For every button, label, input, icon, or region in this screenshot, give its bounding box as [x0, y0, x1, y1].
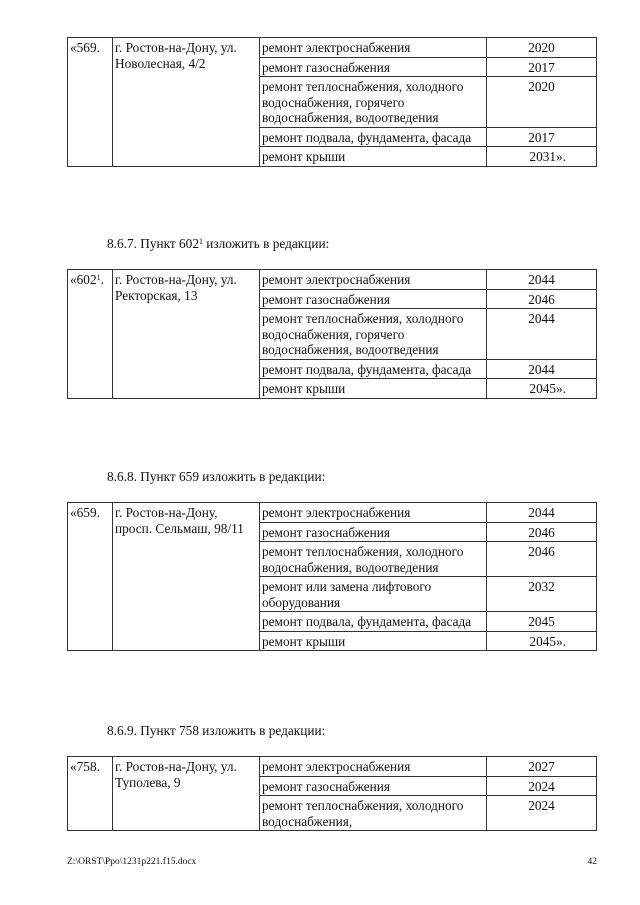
work-type: ремонт электроснабжения — [260, 270, 487, 290]
work-year: 2027 — [487, 757, 597, 777]
item-number: «758. — [68, 757, 113, 831]
work-type: ремонт подвала, фундамента, фасада — [260, 127, 487, 147]
item-address: г. Ростов-на-Дону, ул. Новолесная, 4/2 — [113, 38, 260, 167]
work-year: 2044 — [487, 270, 597, 290]
item-address: г. Ростов-на-Дону, ул. Ректорская, 13 — [113, 270, 260, 399]
work-year: 2045 — [487, 612, 597, 632]
work-year: 2020 — [487, 77, 597, 128]
work-year: 2046 — [487, 289, 597, 309]
work-year: 2044 — [487, 359, 597, 379]
work-year: 2031». — [487, 147, 597, 167]
table-row — [68, 270, 597, 290]
work-year: 2044 — [487, 503, 597, 523]
item-659-table — [67, 502, 597, 651]
work-year: 2032 — [487, 577, 597, 612]
work-year: 2046 — [487, 522, 597, 542]
work-year: 2044 — [487, 309, 597, 360]
work-type: ремонт газоснабжения — [260, 57, 487, 77]
item-address: г. Ростов-на-Дону, ул. Туполева, 9 — [113, 757, 260, 831]
page-number: 42 — [587, 857, 597, 867]
page-footer — [67, 856, 597, 868]
file-path: Z:\ORST\Ppo\1231p221.f15.docx — [67, 857, 197, 867]
section-heading — [107, 236, 329, 252]
work-type: ремонт крыши — [260, 631, 487, 651]
table-row — [68, 503, 597, 523]
work-type: ремонт подвала, фундамента, фасада — [260, 359, 487, 379]
work-type: ремонт теплоснабжения, холодного водоснабжения, — [260, 796, 487, 831]
work-type: ремонт теплоснабжения, холодного водоснабжения, водоотведения — [260, 542, 487, 577]
item-address: г. Ростов-на-Дону, просп. Сельмаш, 98/11 — [113, 503, 260, 651]
work-type: ремонт теплоснабжения, холодного водоснабжения, горячего водоснабжения, водоотведения — [260, 77, 487, 128]
work-type: ремонт или замена лифтового оборудования — [260, 577, 487, 612]
item-number: «659. — [68, 503, 113, 651]
item-758-table — [67, 756, 597, 831]
item-number: «569. — [68, 38, 113, 167]
table-row — [68, 757, 597, 777]
work-type: ремонт газоснабжения — [260, 522, 487, 542]
work-year: 2024 — [487, 776, 597, 796]
work-year: 2020 — [487, 38, 597, 58]
section-heading: 8.6.8. Пункт 659 изложить в редакции: — [107, 469, 326, 484]
section-heading: 8.6.9. Пункт 758 изложить в редакции: — [107, 723, 326, 738]
item-602-1-table — [67, 269, 597, 399]
item-number: «$602^1$. — [68, 270, 113, 399]
work-type: ремонт подвала, фундамента, фасада — [260, 612, 487, 632]
work-type: ремонт крыши — [260, 379, 487, 399]
work-year: 2024 — [487, 796, 597, 831]
heading-text: 8.6.7. Пункт $602^1$ изложить в редакции: — [107, 236, 330, 251]
work-type: ремонт теплоснабжения, холодного водоснабжения, горячего водоснабжения, водоотведения — [260, 309, 487, 360]
work-type: ремонт электроснабжения — [260, 38, 487, 58]
work-type: ремонт газоснабжения — [260, 289, 487, 309]
work-type: ремонт электроснабжения — [260, 503, 487, 523]
work-year: 2017 — [487, 127, 597, 147]
item-569-table — [67, 37, 597, 167]
work-year: 2046 — [487, 542, 597, 577]
work-year: 2045». — [487, 631, 597, 651]
work-type: ремонт газоснабжения — [260, 776, 487, 796]
work-type: ремонт крыши — [260, 147, 487, 167]
table-row — [68, 38, 597, 58]
work-year: 2045». — [487, 379, 597, 399]
work-year: 2017 — [487, 57, 597, 77]
work-type: ремонт электроснабжения — [260, 757, 487, 777]
